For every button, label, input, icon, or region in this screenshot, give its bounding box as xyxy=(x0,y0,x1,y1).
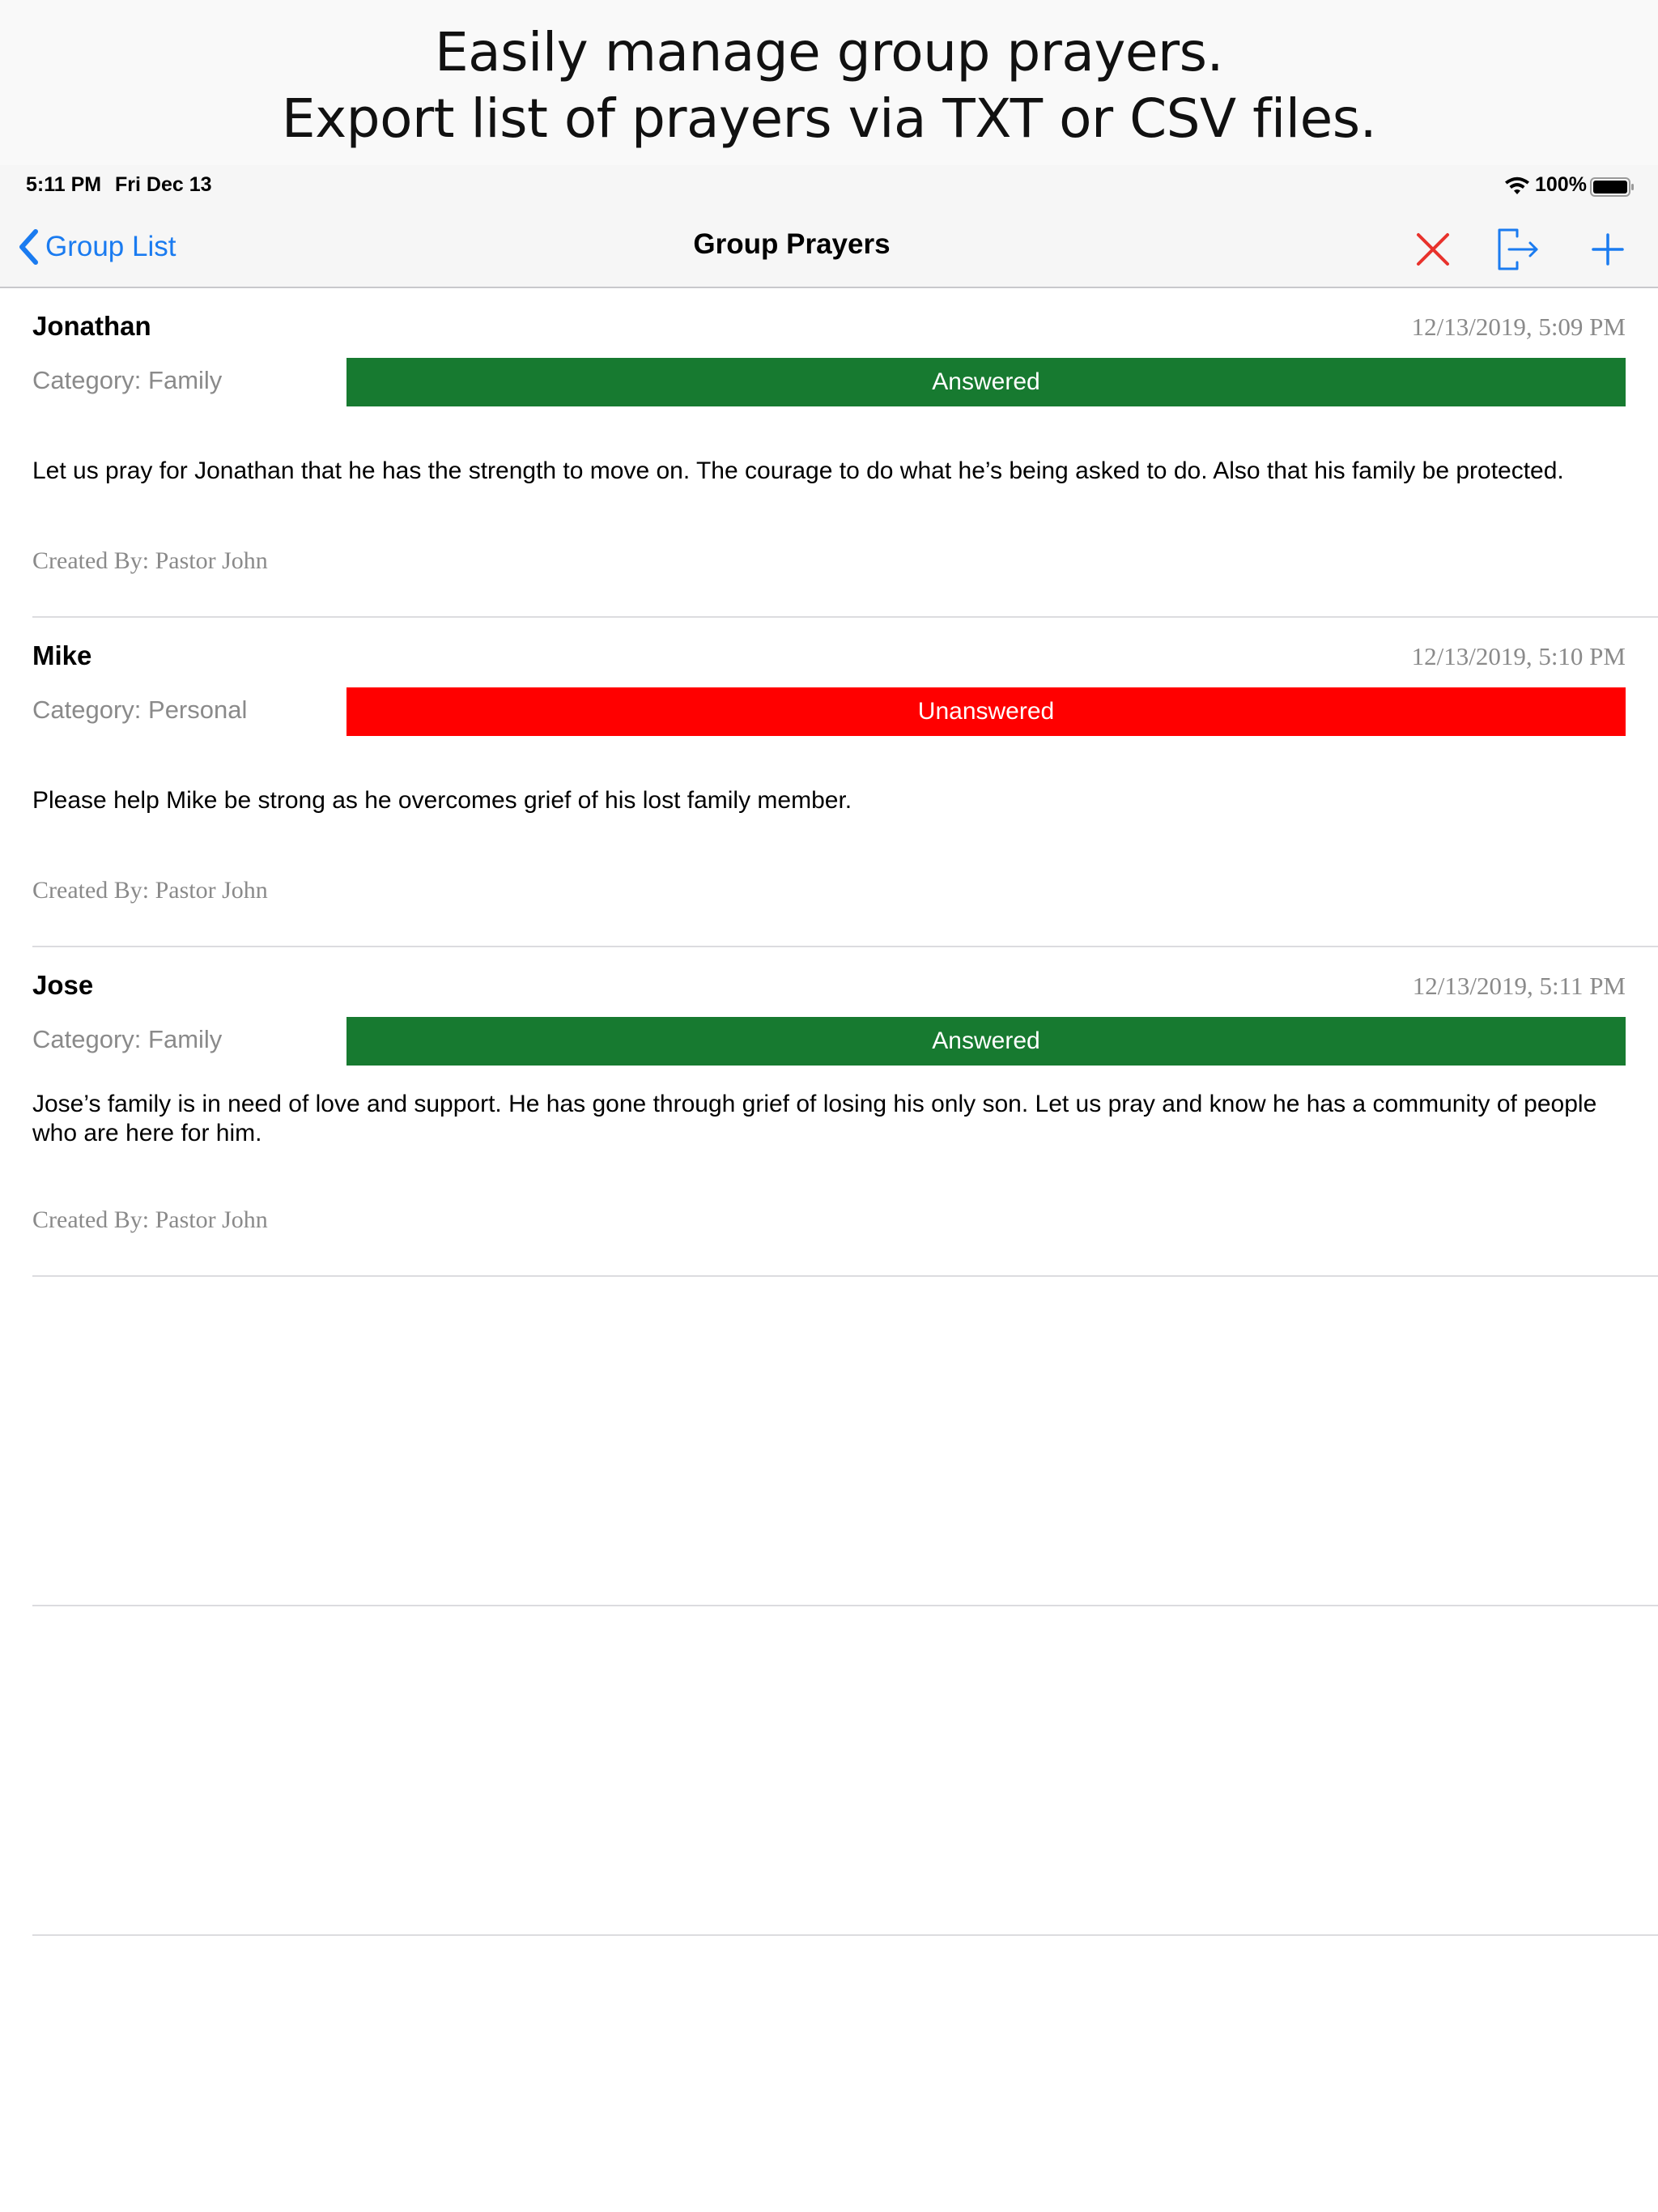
status-answered-button[interactable]: Answered xyxy=(346,1017,1626,1066)
battery-percentage: 100% xyxy=(1535,173,1587,196)
add-prayer-button[interactable] xyxy=(1585,227,1630,272)
wifi-icon xyxy=(1504,177,1530,196)
delete-button[interactable] xyxy=(1410,227,1456,272)
promo-banner xyxy=(0,0,1658,165)
plus-icon xyxy=(1593,235,1622,264)
row-divider xyxy=(32,1934,1658,1936)
prayer-author: Created By: Pastor John xyxy=(32,1206,268,1233)
prayer-text: Jose’s family is in need of love and support. He has gone through grief of losing his only son. Let us pray and know he has a community of people who are here for him. xyxy=(32,1091,1597,1146)
export-button[interactable] xyxy=(1496,227,1541,272)
status-answered-button[interactable]: Answered xyxy=(346,358,1626,406)
prayer-author: Created By: Pastor John xyxy=(32,877,268,904)
prayer-date: 12/13/2019, 5:09 PM xyxy=(1411,313,1626,341)
promo-headline-line-2: Export list of prayers via TXT or CSV files. xyxy=(281,87,1377,150)
prayer-date: 12/13/2019, 5:11 PM xyxy=(1412,972,1626,1000)
prayer-text: Please help Mike be strong as he overcomes grief of his lost family member. xyxy=(32,787,852,814)
battery-icon xyxy=(1590,177,1635,198)
prayer-name: Mike xyxy=(32,640,92,670)
status-date: Fri Dec 13 xyxy=(115,173,212,196)
prayer-name: Jonathan xyxy=(32,311,151,341)
navigation-bar xyxy=(0,207,1658,288)
back-button-label: Group List xyxy=(45,231,176,262)
prayer-date: 12/13/2019, 5:10 PM xyxy=(1411,642,1626,670)
prayer-name: Jose xyxy=(32,970,94,1000)
prayer-category: Category: Family xyxy=(32,366,223,394)
prayer-text: Let us pray for Jonathan that he has the strength to move on. The courage to do what he’s being asked to do. Also that his family be protected. xyxy=(32,457,1564,484)
prayer-row[interactable] xyxy=(0,947,1658,1277)
page-title xyxy=(0,228,1658,261)
prayer-category: Category: Family xyxy=(32,1025,223,1053)
empty-row xyxy=(0,1277,1658,1606)
prayer-author: Created By: Pastor John xyxy=(32,547,268,574)
prayer-category: Category: Personal xyxy=(32,696,248,724)
status-unanswered-button[interactable]: Unanswered xyxy=(346,687,1626,736)
export-icon xyxy=(1499,230,1537,269)
page-title-text: Group Prayers xyxy=(693,228,891,260)
prayer-row[interactable] xyxy=(0,618,1658,947)
status-time: 5:11 PM xyxy=(26,173,102,196)
status-bar xyxy=(0,165,1658,207)
close-icon xyxy=(1418,235,1448,264)
promo-headline-line-1: Easily manage group prayers. xyxy=(434,21,1224,83)
prayer-row[interactable] xyxy=(0,288,1658,618)
empty-row xyxy=(0,1606,1658,1936)
